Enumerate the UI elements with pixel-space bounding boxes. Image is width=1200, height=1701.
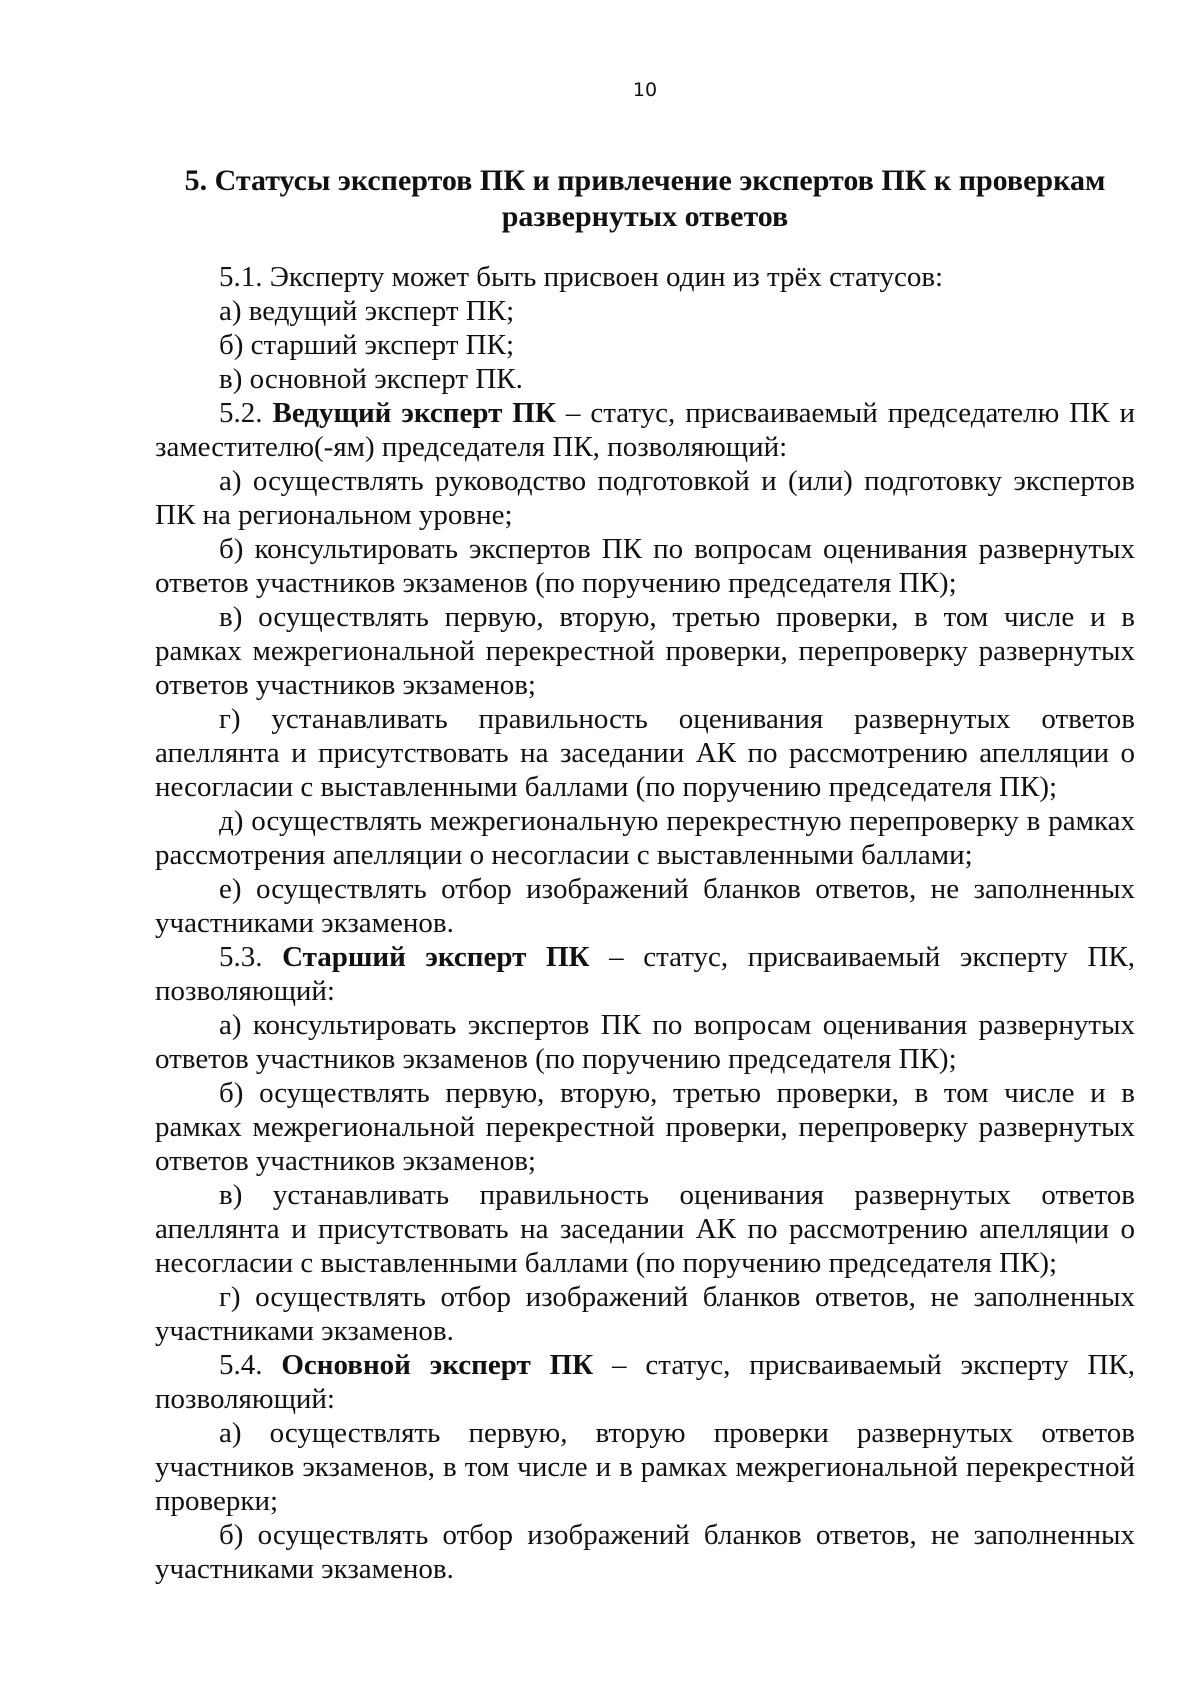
list-item-5-3-b: б) осуществлять первую, вторую, третью проверки, в том числе и в рамках межрегиональной перекрестной проверки, перепроверку развернутых ответов участников экзаменов; [155,1077,1135,1177]
list-item-5-2-a: а) осуществлять руководство подготовкой и (или) подготовку экспертов ПК на региональном уровне; [155,465,1135,531]
status-term-senior-expert: Старший эксперт ПК [282,941,590,973]
clause-number: 5.3. [219,941,263,973]
list-item-5-4-a: а) осуществлять первую, вторую проверки развернутых ответов участников экзаменов, в том числе и в рамках межрегиональной перекрестной проверки; [155,1417,1135,1517]
paragraph-5-2 [155,396,1135,464]
clause-number: 5.4. [219,1349,263,1381]
list-item-5-2-c: в) осуществлять первую, вторую, третью проверки, в том числе и в рамках межрегиональной перекрестной проверки, перепроверку развернутых ответов участников экзаменов; [155,601,1135,701]
paragraph-5-1: 5.1. Эксперту может быть присвоен один из трёх статусов: [219,261,944,293]
list-item-5-2-e: д) осуществлять межрегиональную перекрестную перепроверку в рамках рассмотрения апелляции о несогласии с выставленными баллами; [155,805,1135,871]
list-item-5-2-b: б) консультировать экспертов ПК по вопросам оценивания развернутых ответов участников экзаменов (по поручению председателя ПК); [155,533,1135,599]
clause-text: – статус, присваиваемый председателю ПК и заместителю(-ям) председателя ПК, позволяющий: [155,397,1136,463]
section-title-line2: развернутых ответов [501,200,789,233]
list-item-5-3-d: г) осуществлять отбор изображений бланков ответов, не заполненных участниками экзаменов. [155,1281,1135,1347]
paragraph-5-3 [155,940,1135,1008]
status-term-basic-expert: Основной эксперт ПК [281,1349,594,1381]
clause-text: – статус, присваиваемый эксперту ПК, позволяющий: [155,1349,1136,1415]
section-title-line1: 5. Статусы экспертов ПК и привлечение экспертов ПК к проверкам [184,164,1106,197]
list-item-5-3-a: а) консультировать экспертов ПК по вопросам оценивания развернутых ответов участников экзаменов (по поручению председателя ПК); [155,1009,1135,1075]
list-item-5-1-a: а) ведущий эксперт ПК; [219,295,515,327]
list-item-5-1-b: б) старший эксперт ПК; [219,329,515,361]
document-body [155,260,1135,1586]
section-title [155,163,1135,235]
list-item-5-4-b: б) осуществлять отбор изображений бланков ответов, не заполненных участниками экзаменов. [155,1519,1135,1585]
list-item-5-1-c: в) основной эксперт ПК. [219,363,523,395]
status-term-lead-expert: Ведущий эксперт ПК [272,397,556,429]
document-page [155,0,1135,1701]
list-item-5-2-f: е) осуществлять отбор изображений бланков ответов, не заполненных участниками экзаменов. [155,873,1135,939]
list-item-5-3-c: в) устанавливать правильность оценивания развернутых ответов апеллянта и присутствовать на заседании АК по рассмотрению апелляции о несогласии с выставленными баллами (по поручению председателя ПК); [155,1179,1135,1279]
clause-number: 5.2. [219,397,263,429]
list-item-5-2-d: г) устанавливать правильность оценивания развернутых ответов апеллянта и присутствовать на заседании АК по рассмотрению апелляции о несогласии с выставленными баллами (по поручению председателя ПК); [155,703,1135,803]
page-number: 10 [632,79,658,101]
clause-text: – статус, присваиваемый эксперту ПК, позволяющий: [155,941,1136,1007]
paragraph-5-4 [155,1348,1135,1416]
